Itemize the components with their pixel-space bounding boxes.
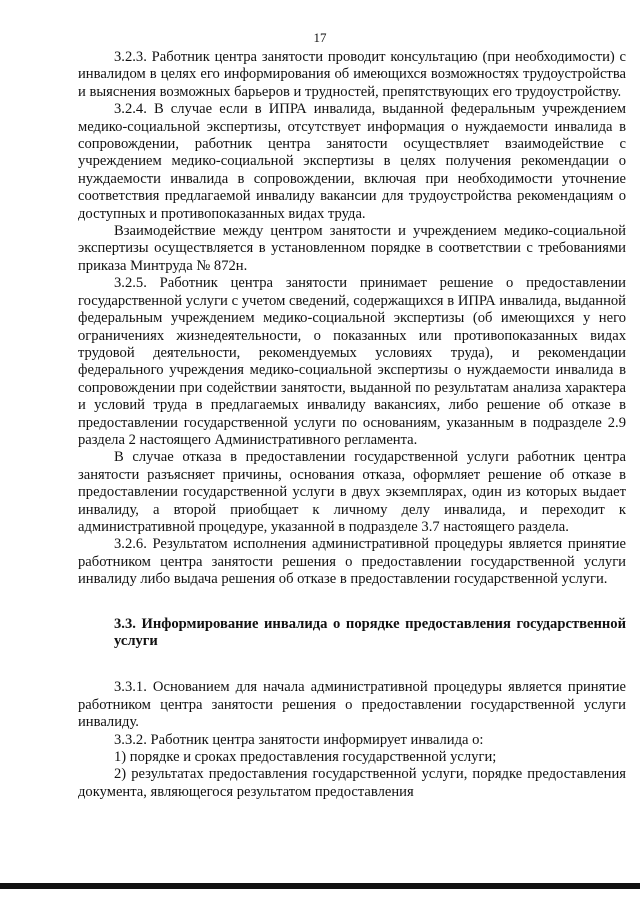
document-body bbox=[78, 49, 626, 801]
scan-bottom-border bbox=[0, 883, 640, 889]
page-number: 17 bbox=[313, 30, 327, 45]
paragraph-3-2-5: 3.2.5. Работник центра занятости принимает решение о предоставлении государственной услуги с учетом сведений, содержащихся в ИПРА инвалида, выданной федеральным учреждением медико-социальной экспертизы (об имеющихся у него ограничениях жизнедеятельности, о показанных или противопоказанных видах трудовой деятельности, рекомендуемых условиях труда), и рекомендации федерального учреждения медико-социальной экспертизы о нуждаемости инвалида в сопровождении при содействии занятости, выданной по результатам анализа характера и условий труда в предлагаемых инвалиду вакансиях, либо решение об отказе в предоставлении государственной услуги по основаниям, указанным в подразделе 2.9 раздела 2 настоящего Административного регламента. bbox=[78, 275, 626, 448]
paragraph-refusal: В случае отказа в предоставлении государственной услуги работник центра занятости разъясняет причины, основания отказа, оформляет решение об отказе в предоставлении государственной услуги в двух экземплярах, один из которых выдает инвалиду, а второй приобщает к личному делу инвалида, и переходит к административной процедуре, указанной в подразделе 3.7 настоящего раздела. bbox=[78, 449, 626, 535]
paragraph-3-3-1: 3.3.1. Основанием для начала административной процедуры является принятие работником центра занятости решения о предоставлении государственной услуги инвалиду. bbox=[78, 679, 626, 731]
paragraph-3-2-4: 3.2.4. В случае если в ИПРА инвалида, выданной федеральным учреждением медико-социальной экспертизы, отсутствует информация о нуждаемости инвалида в сопровождении, работник центра занятости осуществляет взаимодействие с учреждением медико-социальной экспертизы в целях получения рекомендации о нуждаемости инвалида в сопровождении, включая при необходимости уточнение соответствия предлагаемой инвалиду вакансии для трудоустройства рекомендациям о доступных и противопоказанных видах труда. bbox=[78, 101, 626, 222]
list-item-2: 2) результатах предоставления государственной услуги, порядке предоставления документа, являющегося результатом предоставления bbox=[78, 766, 626, 800]
paragraph-3-2-6: 3.2.6. Результатом исполнения административной процедуры является принятие работником центра занятости решения о предоставлении государственной услуги инвалиду либо выдача решения об отказе в предоставлении государственной услуги. bbox=[78, 536, 626, 588]
paragraph-interaction: Взаимодействие между центром занятости и учреждением медико-социальной экспертизы осуществляется в установленном порядке в соответствии с требованиями приказа Минтруда № 872н. bbox=[78, 223, 626, 274]
list-item-1: 1) порядке и сроках предоставления государственной услуги; bbox=[114, 749, 497, 766]
paragraph-3-3-2: 3.3.2. Работник центра занятости информирует инвалида о: bbox=[114, 731, 484, 748]
section-heading-3-3: 3.3. Информирование инвалида о порядке предоставления государственной услуги bbox=[114, 615, 626, 649]
paragraph-3-2-3: 3.2.3. Работник центра занятости проводит консультацию (при необходимости) с инвалидом в целях его информирования об имеющихся возможностях трудоустройства и выяснения возможных барьеров и трудностей, препятствующих его трудоустройству. bbox=[78, 49, 626, 100]
